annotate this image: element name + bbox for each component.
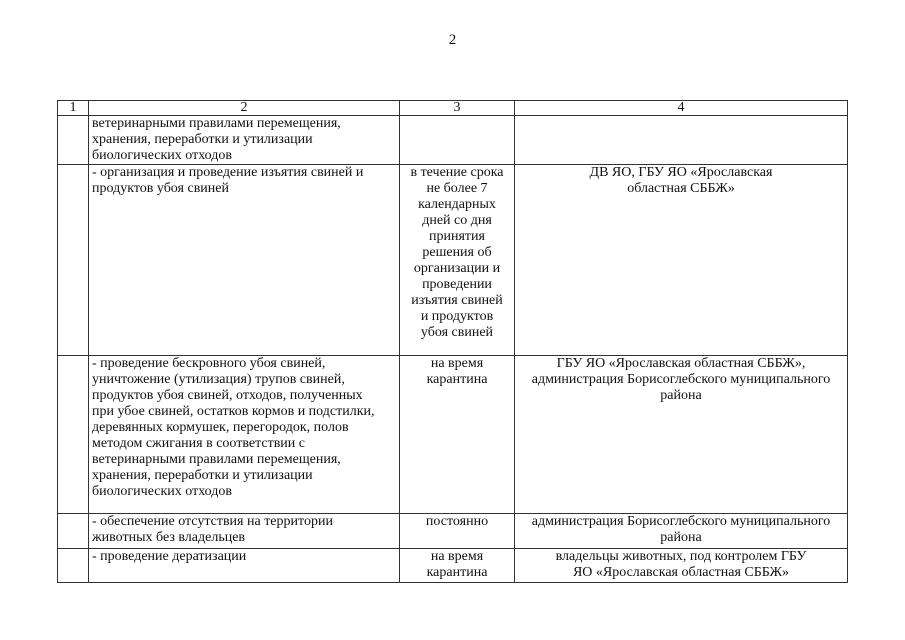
term-cell: в течение срока не более 7 календарных дней со дня принятия решения об организации и проведении изъятия свиней и продуктов убоя свиней <box>400 165 515 356</box>
row-number-cell <box>58 165 89 356</box>
table-header-row <box>58 101 848 116</box>
term-cell: на время карантина <box>400 356 515 514</box>
measure-cell: - организация и проведение изъятия свиней и продуктов убоя свиней <box>89 165 400 356</box>
header-col-2: 2 <box>89 101 400 116</box>
measure-cell: ветеринарными правилами перемещения, хранения, переработки и утилизации биологических отходов <box>89 116 400 165</box>
measure-cell: - обеспечение отсутствия на территории животных без владельцев <box>89 514 400 549</box>
header-col-3: 3 <box>400 101 515 116</box>
row-number-cell <box>58 116 89 165</box>
table-row <box>58 116 848 165</box>
row-number-cell <box>58 514 89 549</box>
measure-cell: - проведение дератизации <box>89 549 400 583</box>
responsible-cell: администрация Борисоглебского муниципального района <box>515 514 848 549</box>
table-row <box>58 549 848 583</box>
responsible-cell <box>515 116 848 165</box>
row-number-cell <box>58 549 89 583</box>
term-cell <box>400 116 515 165</box>
table-row <box>58 356 848 514</box>
term-cell: постоянно <box>400 514 515 549</box>
page-number: 2 <box>448 32 457 48</box>
term-cell: на время карантина <box>400 549 515 583</box>
header-col-1: 1 <box>58 101 89 116</box>
row-number-cell <box>58 356 89 514</box>
responsible-cell: ДВ ЯО, ГБУ ЯО «Ярославская областная СББЖ» <box>515 165 848 356</box>
header-col-4: 4 <box>515 101 848 116</box>
measures-table <box>57 100 848 583</box>
table-row <box>58 514 848 549</box>
responsible-cell: владельцы животных, под контролем ГБУ ЯО «Ярославская областная СББЖ» <box>515 549 848 583</box>
responsible-cell: ГБУ ЯО «Ярославская областная СББЖ», администрация Борисоглебского муниципального района <box>515 356 848 514</box>
measure-cell: - проведение бескровного убоя свиней, уничтожение (утилизация) трупов свиней, продуктов убоя свиней, отходов, полученных при убое свиней, остатков кормов и подстилки, деревянных кормушек, перегородок, полов методом сжигания в соответствии с ветеринарными правилами перемещения, хранения, переработки и утилизации биологических отходов <box>89 356 400 514</box>
table-row <box>58 165 848 356</box>
